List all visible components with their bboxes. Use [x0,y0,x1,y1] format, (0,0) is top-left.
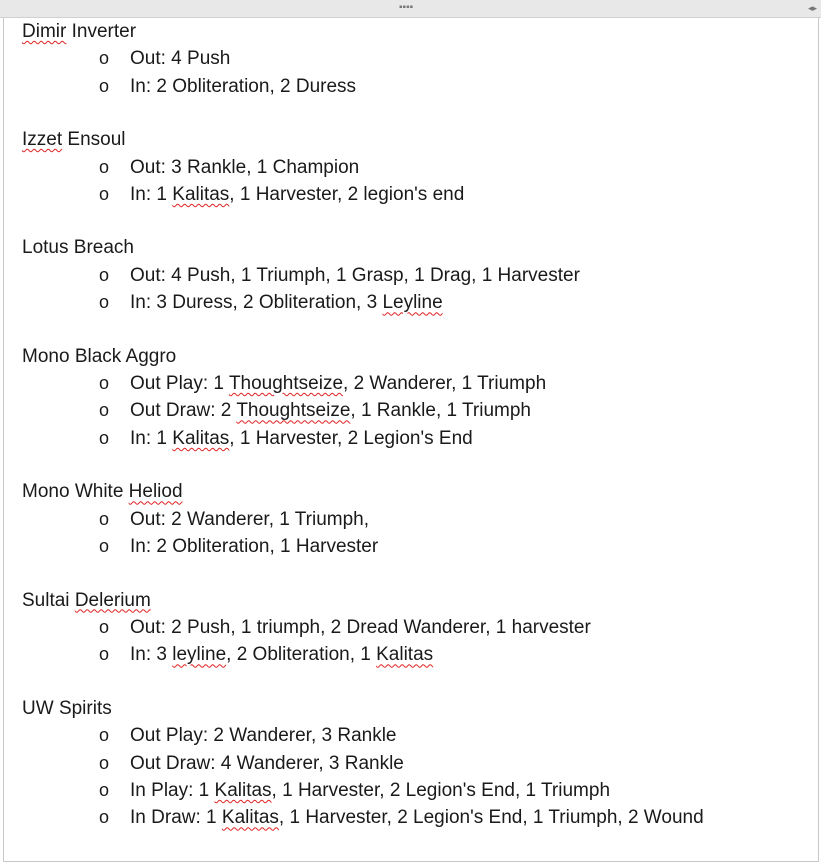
sideboard-list-item: o In: 3 Duress, 2 Obliteration, 3 Leyline [22,289,802,316]
sideboard-list-item: o Out Play: 2 Wanderer, 3 Rankle [22,722,802,749]
deck-section [22,695,802,832]
sideboard-list-item: o In Play: 1 Kalitas, 1 Harvester, 2 Legion's End, 1 Triumph [22,777,802,804]
sideboard-list-item: o Out Draw: 2 Thoughtseize, 1 Rankle, 1 Triumph [22,397,802,424]
spellcheck-flag: Thoughtseize [228,373,344,395]
sideboard-list-item: o Out Draw: 4 Wanderer, 3 Rankle [22,750,802,777]
deck-title: Lotus Breach [22,237,134,259]
spellcheck-flag: Kalitas [221,807,279,829]
deck-title: Dimir Inverter [22,21,137,42]
sideboard-list-item: o Out: 3 Rankle, 1 Champion [22,154,802,181]
spellcheck-flag: Kalitas [172,427,230,449]
spellcheck-flag: Heliod [128,481,183,503]
deck-title: UW Spirits [22,697,112,719]
sideboard-list [22,154,802,209]
sideboard-list-item: o In: 3 leyline, 2 Obliteration, 1 Kalitas [22,641,802,668]
sideboard-list-item: o Out: 4 Push, 1 Triumph, 1 Grasp, 1 Drag, 1 Harvester [22,262,802,289]
deck-title: Mono White Heliod [22,481,183,503]
sideboard-list-item: o In: 2 Obliteration, 1 Harvester [22,533,802,560]
sideboard-list [22,722,802,832]
spellcheck-flag: Izzet [22,129,63,151]
sideboard-list-item: o Out: 2 Wanderer, 1 Triumph, [22,506,802,533]
sideboard-list-item: o In: 2 Obliteration, 2 Duress [22,73,802,100]
deck-section [22,478,802,560]
spellcheck-flag: Dimir [22,21,67,42]
sideboard-list-item: o Out: 4 Push [22,45,802,72]
sideboard-list-item: o Out: 2 Push, 1 triumph, 2 Dread Wanderer, 1 harvester [22,614,802,641]
sideboard-list [22,614,802,669]
deck-title: Sultai Delerium [22,589,151,611]
deck-section [22,18,802,100]
spellcheck-flag: Delerium [74,589,151,611]
deck-title: Izzet Ensoul [22,129,126,151]
sideboard-list-item: o In: 1 Kalitas, 1 Harvester, 2 legion's end [22,181,802,208]
window-top-bar [0,0,821,18]
sideboard-list [22,370,802,452]
sideboard-list [22,262,802,317]
deck-title: Mono Black Aggro [22,345,177,367]
spellcheck-flag: Thoughtseize [236,400,351,422]
deck-section [22,343,802,453]
scroll-arrows-icon[interactable]: ◂▸ [807,3,817,13]
sideboard-list-item: o In Draw: 1 Kalitas, 1 Harvester, 2 Legion's End, 1 Triumph, 2 Wound [22,804,802,831]
drag-grip-icon[interactable]: ▪▪▪▪ [399,2,414,13]
sideboard-list-item: o Out Play: 1 Thoughtseize, 2 Wanderer, 1 Triumph [22,370,802,397]
deck-section [22,234,802,316]
deck-section [22,587,802,669]
document-body[interactable] [22,18,802,832]
spellcheck-flag: Kalitas [376,644,434,666]
spellcheck-flag: Kalitas [214,779,272,801]
deck-section [22,126,802,208]
spellcheck-flag: Leyline [382,292,443,314]
sideboard-list [22,506,802,561]
spellcheck-flag: leyline [172,644,227,666]
sideboard-list [22,45,802,100]
sideboard-list-item: o In: 1 Kalitas, 1 Harvester, 2 Legion's End [22,425,802,452]
spellcheck-flag: Kalitas [172,184,230,206]
